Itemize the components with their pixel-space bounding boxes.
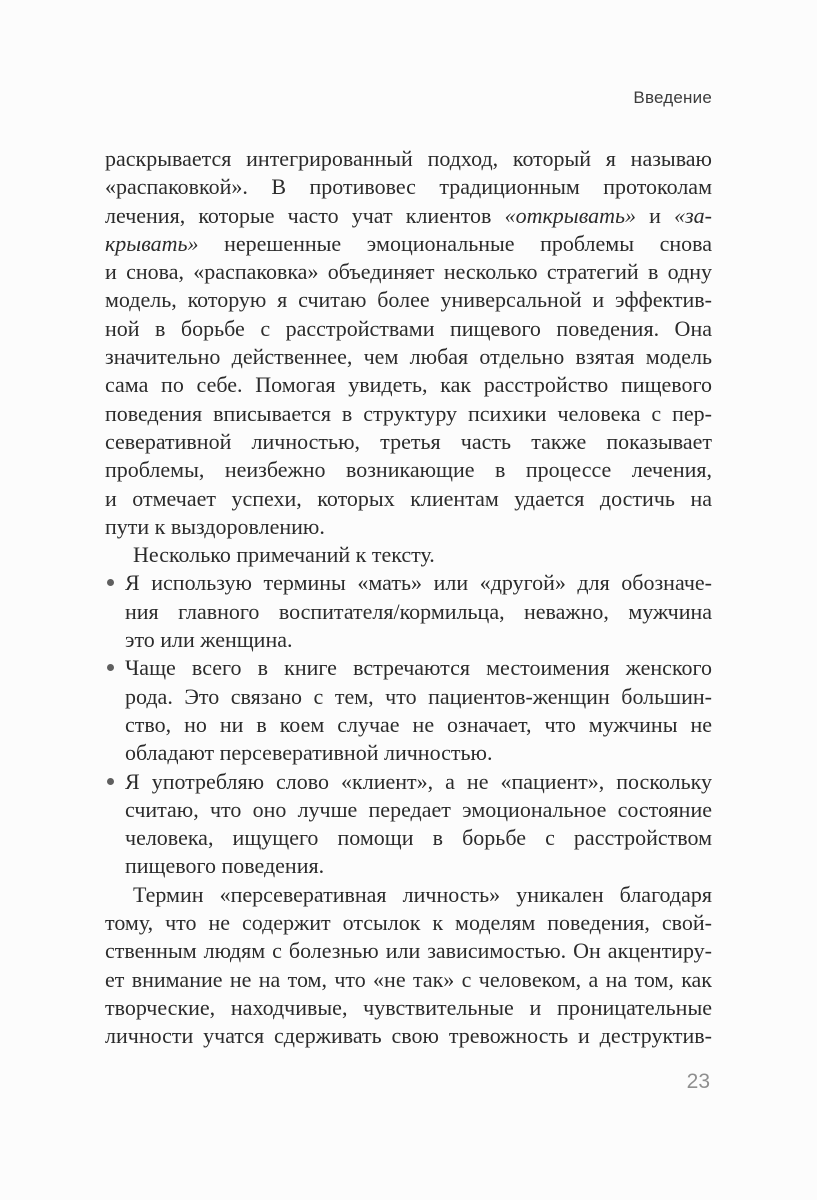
text-line	[105, 966, 712, 994]
text-line	[125, 569, 712, 597]
text-segment: обладают персеверативной личностью.	[125, 740, 493, 766]
text-segment: тому, что не содержит отсылок к моделям поведения, свой-	[105, 910, 712, 936]
text-segment: ной в борьбе с расстройствами пищевого поведения. Она	[105, 315, 712, 341]
text-segment: ственным людям с болезнью или зависимостью. Он акцентиру-	[105, 938, 712, 964]
text-segment: рода. Это связано с тем, что пациентов-женщин большин-	[125, 683, 712, 709]
text-line	[125, 683, 712, 711]
list-item	[105, 768, 712, 881]
paragraph	[105, 881, 712, 1051]
paragraph	[105, 541, 712, 569]
text-line	[105, 145, 712, 173]
bullet-icon	[107, 664, 114, 671]
text-line	[105, 258, 712, 286]
text-line	[105, 371, 712, 399]
italic-text: крывать»	[105, 230, 199, 256]
text-segment: проблемы, неизбежно возникающие в процессе лечения,	[105, 457, 712, 483]
text-segment: «распаковкой». В противовес традиционным протоколам	[105, 174, 712, 200]
text-line	[105, 400, 712, 428]
italic-text: «открывать»	[504, 202, 636, 228]
text-line	[105, 173, 712, 201]
text-line	[105, 994, 712, 1022]
text-segment: ет внимание не на том, что «не так» с человеком, а на том, как	[105, 966, 712, 992]
text-segment: северативной личностью, третья часть также показывает	[105, 428, 712, 454]
text-line	[105, 286, 712, 314]
list-item	[105, 654, 712, 767]
text-segment: раскрывается интегрированный подход, который я называю	[105, 146, 712, 171]
text-line	[105, 937, 712, 965]
text-segment: и снова, «распаковка» объединяет несколько стратегий в одну	[105, 259, 712, 285]
text-segment: модель, которую я считаю более универсальной и эффектив-	[105, 287, 712, 313]
text-segment: Я использую термины «мать» или «другой» для обозначе-	[125, 570, 712, 596]
bullet-list	[105, 569, 712, 880]
text-segment: ния главного воспитателя/кормильца, неважно, мужчина	[125, 598, 712, 624]
text-segment: и	[636, 202, 675, 228]
text-line	[125, 852, 712, 880]
text-line	[125, 796, 712, 824]
text-line	[105, 456, 712, 484]
text-line	[125, 739, 712, 767]
text-line	[125, 654, 712, 682]
bullet-icon	[107, 778, 114, 785]
text-segment: Термин «персеверативная личность» уникален благодаря	[133, 881, 712, 907]
text-segment: Чаще всего в книге встречаются местоимения женского	[125, 655, 712, 681]
text-segment: пути к выздоровлению.	[105, 513, 325, 539]
text-line	[105, 202, 712, 230]
text-line	[105, 428, 712, 456]
text-segment: значительно действеннее, чем любая отдельно взятая модель	[105, 344, 712, 370]
paragraph	[105, 145, 712, 541]
text-line	[125, 768, 712, 796]
text-segment: творческие, находчивые, чувствительные и проницательные	[105, 994, 712, 1020]
text-line	[105, 1022, 712, 1050]
text-segment: Я употребляю слово «клиент», а не «пациент», поскольку	[125, 768, 712, 794]
text-segment: лечения, которые часто учат клиентов	[105, 202, 505, 228]
text-line	[105, 343, 712, 371]
page-number: 23	[686, 1070, 710, 1093]
text-line	[105, 909, 712, 937]
text-line	[125, 824, 712, 852]
text-line	[105, 230, 712, 258]
text-line	[105, 541, 712, 569]
text-segment: человека, ищущего помощи в борьбе с расстройством	[125, 825, 712, 851]
list-item	[105, 569, 712, 654]
text-line	[105, 315, 712, 343]
bullet-icon	[107, 579, 114, 586]
text-line	[125, 711, 712, 739]
text-line	[105, 881, 712, 909]
text-line	[105, 485, 712, 513]
text-line	[125, 598, 712, 626]
text-segment: считаю, что оно лучше передает эмоциональное состояние	[125, 796, 712, 822]
italic-text: «за-	[674, 202, 713, 228]
text-segment: и отмечает успехи, которых клиентам удается достичь на	[105, 485, 712, 511]
text-line	[105, 513, 712, 541]
text-segment: Несколько примечаний к тексту.	[133, 542, 435, 568]
text-segment: это или женщина.	[125, 627, 293, 653]
text-line	[125, 626, 712, 654]
text-segment: нерешенные эмоциональные проблемы снова	[198, 230, 712, 256]
text-segment: сама по себе. Помогая увидеть, как расстройство пищевого	[105, 372, 712, 398]
text-segment: пищевого поведения.	[125, 853, 325, 879]
text-segment: личности учатся сдерживать свою тревожность и деструктив-	[105, 1023, 712, 1049]
running-header: Введение	[633, 88, 712, 107]
text-segment: ство, но ни в коем случае не означает, что мужчины не	[125, 711, 712, 737]
text-segment: поведения вписывается в структуру психики человека с пер-	[105, 400, 712, 426]
page-body	[105, 145, 712, 1051]
